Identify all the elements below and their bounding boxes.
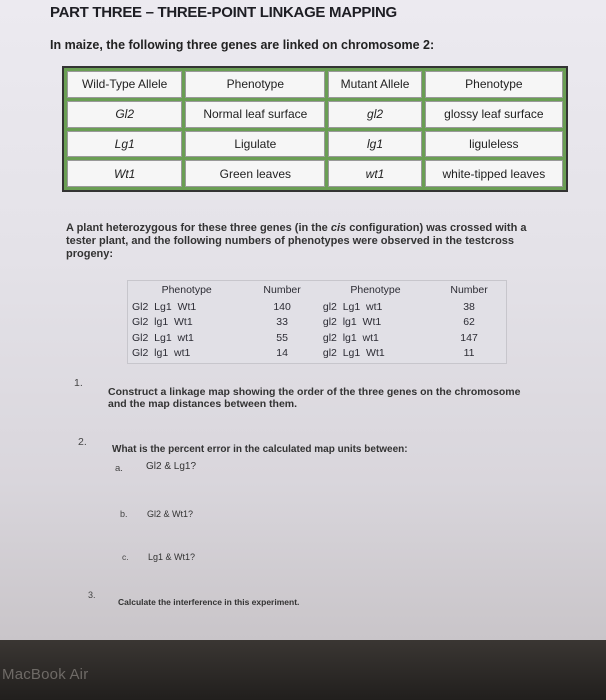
question-2a-label: a.: [115, 463, 123, 474]
count-cell: 140: [273, 300, 291, 313]
wild-type-allele: Lg1: [67, 131, 182, 158]
intro-text: In maize, the following three genes are linked on chromosome 2:: [50, 38, 435, 52]
question-2-text: What is the percent error in the calculated map units between:: [112, 444, 408, 455]
cross-description-part2: configuration) was crossed with a tester plant, and the following numbers of phenotypes were observed in the testcross progeny:: [66, 222, 527, 260]
mutant-allele: lg1: [328, 131, 421, 158]
mutant-phenotype: white-tipped leaves: [425, 160, 563, 187]
count-cell: 33: [276, 316, 288, 329]
phenotype-cell: Gl2 lg1 Wt1: [132, 316, 193, 329]
testcross-row: [128, 301, 507, 317]
wild-type-phenotype: Ligulate: [185, 131, 325, 158]
gene-table-row: [67, 101, 563, 128]
gene-table: [62, 66, 568, 192]
header-number: Number: [263, 284, 301, 296]
question-3-number: 3.: [88, 590, 96, 600]
count-cell: 14: [276, 347, 288, 360]
testcross-row: [128, 316, 507, 332]
testcross-row: [128, 347, 507, 363]
phenotype-cell: gl2 lg1 wt1: [322, 331, 379, 344]
laptop-bezel: [0, 640, 606, 700]
phenotype-cell: Gl2 Lg1 Wt1: [132, 300, 197, 313]
laptop-label: MacBook Air: [2, 666, 89, 683]
question-2a-text: Gl2 & Lg1?: [146, 461, 197, 472]
mutant-allele: wt1: [328, 160, 421, 187]
question-1-number: 1.: [74, 377, 83, 389]
phenotype-cell: Gl2 Lg1 wt1: [132, 331, 194, 344]
gene-table-header: [67, 71, 563, 98]
wild-type-phenotype: Green leaves: [185, 160, 325, 187]
phenotype-cell: gl2 Lg1 wt1: [322, 300, 383, 313]
question-2c-text: Lg1 & Wt1?: [148, 552, 196, 562]
question-2b-text: Gl2 & Wt1?: [147, 509, 194, 519]
header-phenotype: Phenotype: [350, 284, 401, 296]
question-2b-label: b.: [120, 509, 128, 519]
question-3-text: Calculate the interference in this experiment.: [118, 597, 300, 607]
phenotype-cell: gl2 Lg1 Wt1: [322, 347, 385, 360]
phenotype-cell: Gl2 lg1 wt1: [132, 347, 191, 360]
mutant-phenotype: glossy leaf surface: [425, 101, 563, 128]
count-cell: 11: [463, 347, 475, 360]
page-title: PART THREE – THREE-POINT LINKAGE MAPPING: [50, 4, 397, 21]
testcross-row: [128, 332, 507, 348]
mutant-allele: gl2: [328, 101, 421, 128]
question-1-text: Construct a linkage map showing the order of the three genes on the chromosome and the map distances between them.: [108, 386, 521, 410]
testcross-table-header: [128, 281, 507, 301]
wild-type-phenotype: Normal leaf surface: [185, 101, 325, 128]
question-2-number: 2.: [78, 436, 87, 448]
header-mutant-allele: Mutant Allele: [328, 71, 421, 98]
testcross-table: [127, 280, 507, 364]
gene-table-row: [67, 160, 563, 187]
header-number: Number: [450, 284, 488, 296]
wild-type-allele: Wt1: [67, 160, 182, 187]
count-cell: 38: [463, 300, 475, 313]
count-cell: 55: [276, 331, 288, 344]
wild-type-allele: Gl2: [67, 101, 182, 128]
mutant-phenotype: liguleless: [425, 131, 563, 158]
question-2c-label: c.: [122, 552, 129, 562]
cross-description: [66, 222, 536, 261]
cross-description-cis: cis: [330, 222, 347, 234]
gene-table-row: [67, 131, 563, 158]
header-phenotype: Phenotype: [185, 71, 325, 98]
count-cell: 62: [463, 316, 475, 329]
header-phenotype: Phenotype: [425, 71, 563, 98]
header-phenotype: Phenotype: [161, 284, 212, 296]
count-cell: 147: [460, 331, 478, 344]
cross-description-part1: A plant heterozygous for these three genes (in the: [66, 222, 331, 234]
header-wild-type-allele: Wild-Type Allele: [67, 71, 182, 98]
phenotype-cell: gl2 lg1 Wt1: [322, 316, 382, 329]
